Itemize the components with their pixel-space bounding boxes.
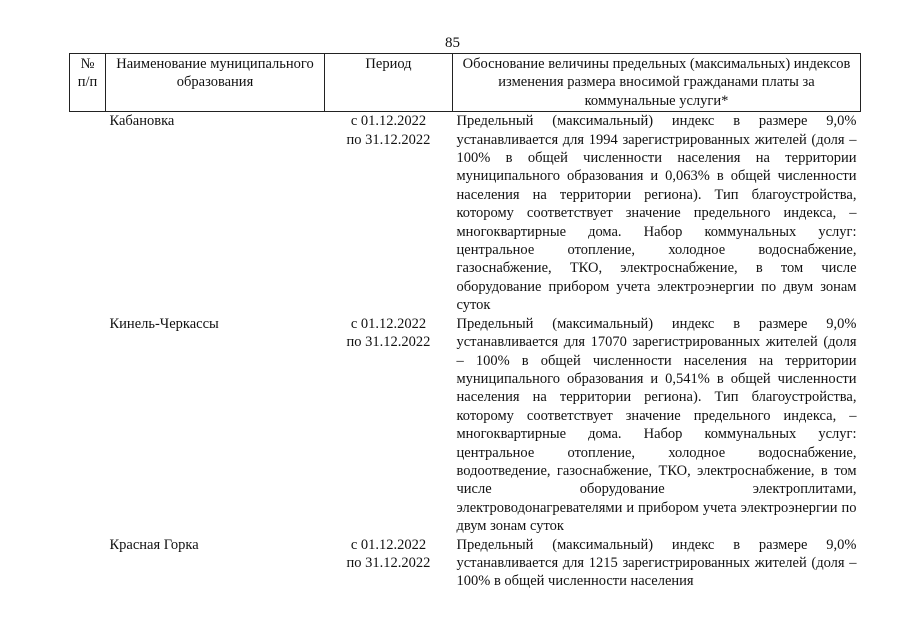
row-num (70, 315, 106, 536)
municipality-name: Красная Горка (109, 536, 199, 553)
table-row (70, 536, 861, 591)
header-num: № п/п (70, 54, 106, 112)
row-num (70, 112, 106, 315)
period-to: по 31.12.2022 (346, 131, 431, 148)
period-cell (325, 112, 453, 315)
page-number: 85 (445, 35, 460, 51)
row-num (70, 536, 106, 591)
basis-text: Предельный (максимальный) индекс в размере 9,0% устанавливается для 1215 зарегистрированных жителей (доля – 100% в общей численности населения (456, 536, 857, 590)
header-period: Период (325, 54, 453, 112)
header-municipality: Наименование муниципального образования (106, 54, 325, 112)
municipality-name: Кабановка (109, 113, 175, 130)
period-cell (325, 315, 453, 536)
basis-text: Предельный (максимальный) индекс в размере 9,0% устанавливается для 1994 зарегистрированных жителей (доля – 100% в общей численности населения на территории муниципального образования и 0,063% в общей численности населения на территории региона). Тип благоустройства, которому соответствует значение предельного индекса, – многоквартирные дома. Набор коммунальных услуг: центральное отопление, холодное водоснабжение, газоснабжение, ТКО, электроснабжение, в том числе оборудование прибором учета электроэнергии по двум зонам суток (456, 113, 857, 314)
table-row (70, 112, 861, 315)
limits-table (69, 53, 861, 591)
period-cell (325, 536, 453, 591)
table-header-row (70, 54, 861, 112)
municipality-name: Кинель-Черкассы (109, 315, 219, 332)
basis-text: Предельный (максимальный) индекс в размере 9,0% устанавливается для 17070 зарегистрированных жителей (доля – 100% в общей численности населения на территории муниципального образования и 0,541% в общей численности населения на территории региона). Тип благоустройства, которому соответствует значение предельного индекса, – многоквартирные дома. Набор коммунальных услуг: центральное отопление, холодное водоснабжение, водоотведение, газоснабжение, ТКО, электроснабжение, в том числе оборудование электроплитами, электроводонагревателями и прибором учета электроэнергии по двум зонам суток (456, 315, 857, 535)
period-from: с 01.12.2022 (350, 536, 427, 553)
period-from: с 01.12.2022 (350, 315, 427, 332)
period-to: по 31.12.2022 (346, 554, 431, 571)
period-from: с 01.12.2022 (350, 113, 427, 130)
header-basis: Обоснование величины предельных (максимальных) индексов изменения размера вносимой гражданами платы за коммунальные услуги* (453, 54, 861, 112)
table-row (70, 315, 861, 536)
period-to: по 31.12.2022 (346, 334, 431, 351)
